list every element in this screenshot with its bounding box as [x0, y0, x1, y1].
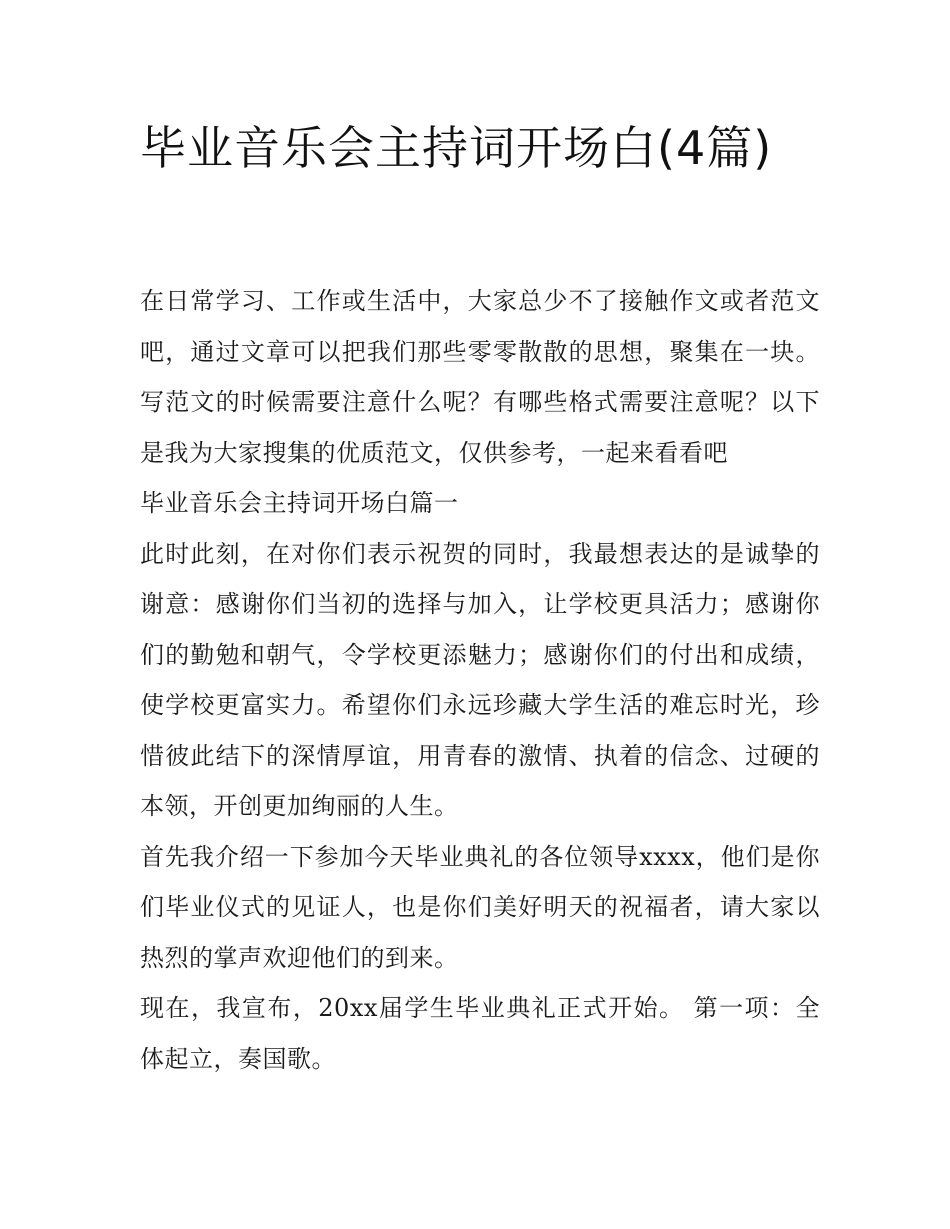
document-body — [140, 276, 820, 1084]
body-paragraph: 现在，我宣布，20xx届学生毕业典礼正式开始。 第一项：全体起立，奏国歌。 — [140, 994, 820, 1073]
section-heading: 毕业音乐会主持词开场白篇一 — [140, 489, 459, 517]
body-paragraph: 此时此刻，在对你们表示祝贺的同时，我最想表达的是诚挚的谢意：感谢你们当初的选择与加入，让学校更具活力；感谢你们的勤勉和朝气，令学校更添魅力；感谢你们的付出和成绩，使学校更富实力。希望你们永远珍藏大学生活的难忘时光，珍惜彼此结下的深情厚谊，用青春的激情、执着的信念、过硬的本领，开创更加绚丽的人生。 — [140, 539, 820, 820]
intro-paragraph: 在日常学习、工作或生活中，大家总少不了接触作文或者范文吧，通过文章可以把我们那些零零散散的思想，聚集在一块。写范文的时候需要注意什么呢？有哪些格式需要注意呢？以下是我为大家搜集的优质范文，仅供参考，一起来看看吧 — [140, 287, 820, 467]
document-title: 毕业音乐会主持词开场白(4篇) — [140, 121, 773, 175]
body-paragraph: 首先我介绍一下参加今天毕业典礼的各位领导xxxx，他们是你们毕业仪式的见证人，也是你们美好明天的祝福者，请大家以热烈的掌声欢迎他们的到来。 — [140, 842, 820, 972]
